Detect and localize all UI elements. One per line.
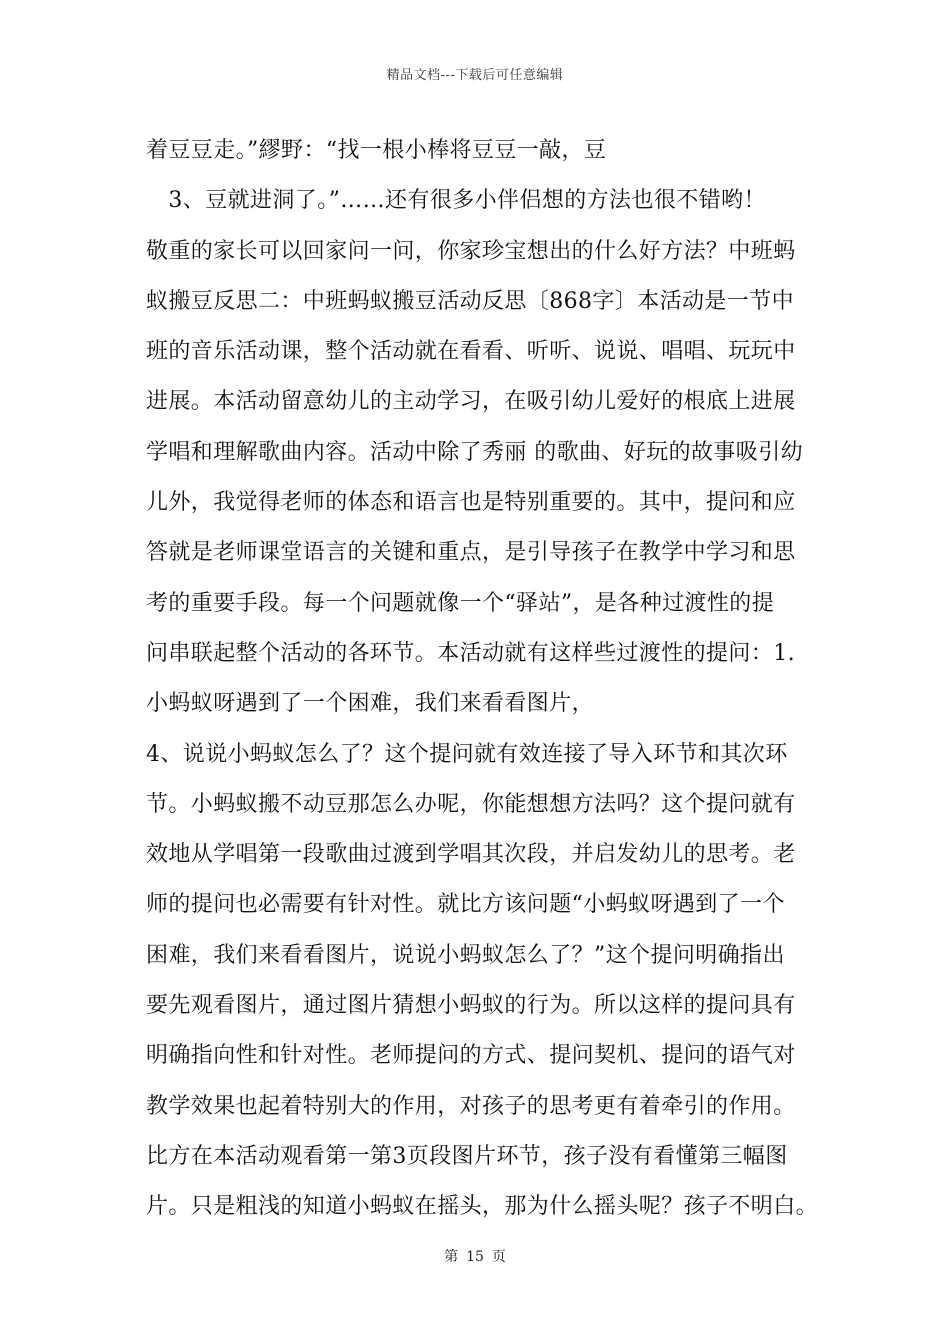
- page-header: 精品文档---下载后可任意编辑: [386, 68, 564, 83]
- text-line: 要先观看图片，通过图片猜想小蚂蚁的行为。所以这样的提问具有: [146, 993, 796, 1019]
- text-line: 考的重要手段。每一个问题就像一个“驿站”，是各种过渡性的提: [146, 590, 775, 616]
- document-body: [146, 128, 826, 1235]
- text-line: 明确指向性和针对性。老师提问的方式、提问契机、提问的语气对: [146, 1043, 796, 1069]
- text-line: 班的音乐活动课，整个活动就在看看、听听、说说、唱唱、玩玩中: [146, 339, 796, 365]
- page-footer: [0, 1246, 950, 1266]
- text-line: 小蚂蚁呀遇到了一个困难，我们来看看图片，: [146, 691, 595, 717]
- text-line: 师的提问也必需要有针对性。就比方该问题“小蚂蚁呀遇到了一个: [146, 892, 785, 918]
- text-line: 节。小蚂蚁搬不动豆那怎么办呢，你能想想方法吗？这个提问就有: [146, 791, 796, 817]
- text-line: 答就是老师课堂语言的关键和重点，是引导孩子在教学中学习和思: [146, 540, 796, 566]
- text-line: 问串联起整个活动的各环节。本活动就有这样些过渡性的提问：1.: [146, 640, 795, 666]
- text-line: 困难，我们来看看图片，说说小蚂蚁怎么了？”这个提问明确指出: [146, 942, 785, 968]
- text-line: 教学效果也起着特别大的作用，对孩子的思考更有着牵引的作用。: [146, 1093, 796, 1119]
- page-number-suffix: 页: [491, 1249, 506, 1265]
- text-line: 儿外，我觉得老师的体态和语言也是特别重要的。其中，提问和应: [146, 490, 796, 516]
- text-line: 着豆豆走。”繆野：“找一根小棒将豆豆一敲，豆: [146, 138, 607, 163]
- text-line: 学唱和理解歌曲内容。活动中除了秀丽 的歌曲、好玩的故事吸引幼: [146, 439, 803, 465]
- text-line: 比方在本活动观看第一第3页段图片环节，孩子没有看懂第三幅图: [146, 1143, 788, 1169]
- text-line: 4、说说小蚂蚁怎么了？这个提问就有效连接了导入环节和其次环: [146, 741, 788, 767]
- page-number: 15: [466, 1249, 484, 1265]
- text-line: 片。只是粗浅的知道小蚂蚁在摇头，那为什么摇头呢？孩子不明白。: [146, 1194, 819, 1220]
- page-number-prefix: 第: [444, 1249, 459, 1265]
- text-line: 效地从学唱第一段歌曲过渡到学唱其次段，并启发幼儿的思考。老: [146, 842, 796, 868]
- text-line: 3、豆就进洞了。”……还有很多小伴侣想的方法也很不错哟！: [146, 188, 766, 214]
- text-line: 敬重的家长可以回家问一问，你家珍宝想出的什么好方法？中班蚂: [146, 238, 796, 264]
- text-line: 进展。本活动留意幼儿的主动学习，在吸引幼儿爱好的根底上进展: [146, 389, 796, 415]
- text-line: 蚁搬豆反思二：中班蚂蚁搬豆活动反思〔868字〕本活动是一节中: [146, 288, 794, 314]
